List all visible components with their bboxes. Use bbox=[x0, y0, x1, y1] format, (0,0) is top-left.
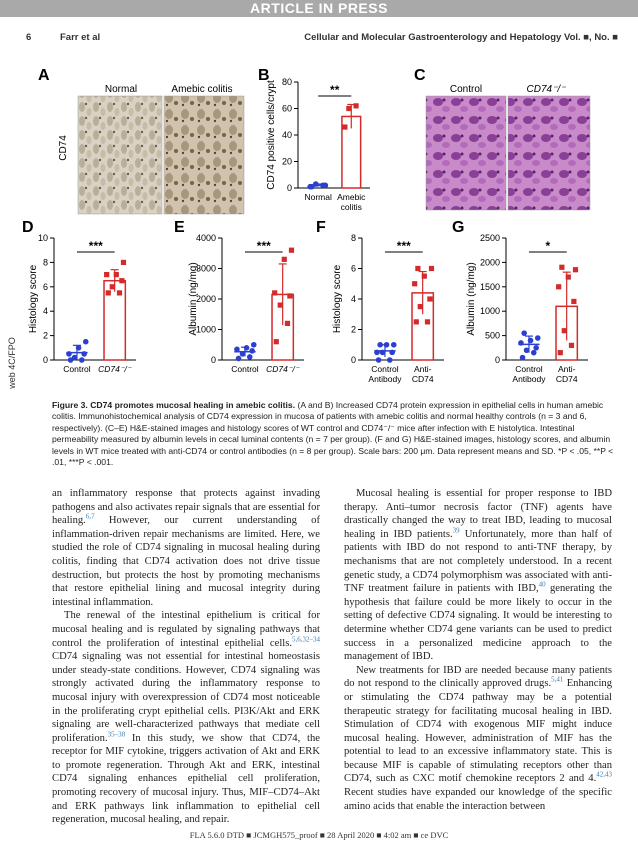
panel-f-point bbox=[376, 357, 382, 363]
panel-e-point bbox=[285, 321, 290, 326]
figure-3 bbox=[22, 60, 616, 395]
panel-e-ytick-label: 0 bbox=[210, 355, 216, 365]
panel-g-point bbox=[521, 330, 527, 336]
panel-b-letter: B bbox=[258, 67, 270, 84]
panel-e-point bbox=[234, 347, 240, 353]
panel-f-ylabel: Histology score bbox=[332, 264, 343, 334]
panel-d-ytick-label: 0 bbox=[42, 355, 48, 365]
rp2-ref2[interactable]: 42,43 bbox=[596, 770, 612, 779]
he-cd74ko-image bbox=[508, 96, 590, 210]
panel-f-point bbox=[415, 266, 420, 271]
panel-f-point bbox=[429, 266, 434, 271]
lp2-text: The renewal of the intestinal epithelium is critical for mucosal healing and is regulated by signaling pathways that control the proliferation of intestinal epithelial cells. bbox=[52, 610, 320, 649]
caption-body: (A and B) Increased CD74 protein expression in epithelial cells in human amebic colitis. Immunohistochemical analysis of CD74 expression in mucosa of patients with amebic colitis and normal healthy controls (n = 3 and 6, respectively). (C–E) H&E-stained images and histology scores of WT control and CD74⁻/⁻ mice after infection with E histolytica. Intestinal permeability measured by albumin levels in cecal luminal contents (n = 7 per group). (F and G) H&E-stained images, histology scores, and albumin levels in WT mice treated with anti-CD74 or control antibodies (n = 8 per group). Scale bars: 200 μm. Data represent means and SD. *P < .05, **P < .01, ***P < .001. bbox=[52, 400, 614, 468]
panel-g-category-label: Control bbox=[515, 364, 543, 374]
panel-d-point bbox=[81, 351, 87, 357]
panel-g-point bbox=[558, 350, 563, 355]
panel-g-point bbox=[518, 340, 524, 346]
panel-g-category-label: Anti- bbox=[557, 364, 576, 374]
panel-a-side-label: CD74 bbox=[58, 135, 69, 161]
panel-b-point bbox=[307, 184, 313, 190]
panel-f-sig-label: *** bbox=[396, 239, 411, 253]
panel-e-point bbox=[272, 290, 277, 295]
panel-g-point bbox=[566, 274, 571, 279]
side-note-text: web 4C/FPO bbox=[7, 337, 17, 389]
panel-a-title-normal: Normal bbox=[104, 84, 138, 95]
panel-g-point bbox=[556, 284, 561, 289]
panel-e-point bbox=[282, 257, 287, 262]
panel-b-ylabel: CD74 positive cells/crypt bbox=[266, 80, 277, 190]
panel-d-point bbox=[104, 272, 109, 277]
panel-d-ytick-label: 10 bbox=[37, 233, 48, 243]
proof-footer: FLA 5.6.0 DTD ■ JCMGH575_proof ■ 28 April 2020 ■ 4:02 am ■ ce DVC bbox=[189, 830, 449, 840]
panel-f-point bbox=[391, 342, 397, 348]
panel-b-ytick-label: 20 bbox=[281, 156, 292, 167]
panel-f-ytick-label: 8 bbox=[350, 233, 356, 243]
panel-e-ylabel: Albumin (ng/mg) bbox=[188, 262, 199, 336]
panel-b-ytick-label: 80 bbox=[281, 77, 292, 87]
panel-f-point bbox=[418, 304, 423, 309]
panel-b-category-label: Amebic bbox=[337, 192, 366, 202]
ihc-normal-image bbox=[78, 96, 162, 214]
panel-c-title-cd74ko: CD74⁻/⁻ bbox=[526, 84, 566, 95]
panel-d-point bbox=[106, 290, 111, 295]
panel-e-point bbox=[244, 345, 250, 351]
rp1-ref2[interactable]: 40 bbox=[538, 580, 546, 589]
panel-e-point bbox=[289, 248, 294, 253]
panel-g-category-label: CD74 bbox=[555, 374, 578, 384]
panel-g-category-label: Antibody bbox=[512, 374, 546, 384]
panel-d-ytick-label: 6 bbox=[42, 281, 48, 292]
rp2-ref[interactable]: 5,41 bbox=[551, 675, 564, 684]
panel-d-point bbox=[117, 290, 122, 295]
lp2-ref2[interactable]: 35–38 bbox=[107, 730, 126, 739]
panel-g-point bbox=[571, 299, 576, 304]
panel-g-point bbox=[562, 328, 567, 333]
panel-d-sig-label: *** bbox=[88, 239, 103, 253]
panel-f-category-label: CD74 bbox=[411, 374, 434, 384]
lp2-rest2: In this study, we show that CD74, the receptor for MIF cytokine, triggers activation of Akt and ERK to promote regeneration. Through Akt and ERK, intestinal CD74 signaling enhances epithelial cell proliferation, promoting recovery of mucosal injury. Thus, MIF–CD74–Akt and ERK pathways link inflammation to epithelial cell regeneration, mucosal healing, and repair. bbox=[52, 732, 320, 826]
panel-d-point bbox=[83, 339, 89, 345]
panel-e-point bbox=[249, 348, 255, 354]
panel-d-point bbox=[66, 351, 72, 357]
rp2-text: New treatments for IBD are needed because many patients do not respond to the clinically approved drugs. bbox=[344, 664, 612, 690]
panel-c-letter: C bbox=[414, 67, 426, 84]
panel-g-sig-label: * bbox=[545, 239, 551, 253]
panel-e-ytick-label: 4000 bbox=[195, 233, 216, 243]
panel-e-point bbox=[236, 356, 242, 362]
panel-b-point bbox=[342, 124, 347, 129]
panel-f-point bbox=[380, 350, 386, 356]
panel-d-point bbox=[72, 355, 78, 361]
panel-f-category-label: Control bbox=[371, 364, 399, 374]
lp1-text: an inflammatory response that protects against invading pathogens and also activates repair signals that are essential for healing. bbox=[52, 488, 320, 527]
panel-g-point bbox=[524, 347, 530, 353]
he-control-image bbox=[426, 96, 506, 210]
rp2-rest2: Recent studies have expanded our knowledge of the specific amino acids that enable the interaction between bbox=[344, 787, 612, 812]
left-paragraph-2 bbox=[52, 609, 320, 827]
panel-f-point bbox=[414, 319, 419, 324]
panel-f-point bbox=[412, 281, 417, 286]
panel-b-point bbox=[323, 183, 329, 189]
panel-e-point bbox=[251, 342, 257, 348]
caption-label: Figure 3. bbox=[52, 400, 88, 410]
panel-d-point bbox=[76, 345, 82, 351]
left-paragraph-1 bbox=[52, 487, 320, 609]
panel-f-ytick-label: 6 bbox=[350, 263, 356, 274]
panel-e-point bbox=[278, 303, 283, 308]
panel-e-point bbox=[247, 354, 253, 360]
panel-g-point bbox=[520, 355, 526, 361]
panel-d-point bbox=[114, 272, 119, 277]
panel-e-category-label: CD74⁻/⁻ bbox=[266, 364, 300, 374]
panel-f-point bbox=[387, 357, 393, 363]
side-note bbox=[6, 330, 18, 400]
panel-b-ytick-label: 40 bbox=[281, 130, 292, 140]
panel-d-ytick-label: 4 bbox=[42, 306, 48, 317]
lp2-rest: CD74 signaling was not essential for intestinal homeostasis under steady-state conditions. However, CD74 signaling was strongly activated during the inflammatory response to mucosal injury with overexpression of CD74 most noticeable in the proliferating crypt epithelial cells. PI3K/Akt and ERK signaling are well-characterized pathways that mediate cell proliferation. bbox=[52, 651, 320, 744]
panel-e-ytick-label: 1000 bbox=[195, 324, 216, 335]
panel-g-point bbox=[569, 343, 574, 348]
panel-g-ytick-label: 1500 bbox=[479, 281, 500, 292]
right-column bbox=[344, 487, 612, 813]
panel-g-ytick-label: 2500 bbox=[479, 233, 500, 243]
article-in-press-banner: ARTICLE IN PRESS bbox=[0, 0, 638, 17]
panel-f-point bbox=[427, 296, 432, 301]
panel-f-category-label: Antibody bbox=[368, 374, 402, 384]
panel-g-ytick-label: 0 bbox=[494, 355, 500, 365]
rp1-text: Mucosal healing is essential for proper response to IBD therapy. Anti–tumor necrosis factor (TNF) agents have drastically changed the way to treat IBD, leading to mucosal healing in IBD patients. bbox=[344, 488, 612, 540]
panel-b-point bbox=[313, 181, 319, 187]
panel-e-ytick-label: 3000 bbox=[195, 263, 216, 274]
panel-f-category-label: Anti- bbox=[413, 364, 432, 374]
lp1-ref[interactable]: 6,7 bbox=[85, 512, 95, 521]
panel-d-category-label: CD74⁻/⁻ bbox=[98, 364, 132, 374]
panel-b-category-label: colitis bbox=[340, 202, 362, 212]
caption-title: CD74 promotes mucosal healing in amebic colitis. bbox=[90, 400, 296, 410]
panel-f-point bbox=[374, 350, 380, 356]
panel-b-sig-label: ** bbox=[330, 83, 340, 97]
lp2-ref[interactable]: 5,6,32–34 bbox=[292, 635, 320, 643]
panel-f-ytick-label: 2 bbox=[350, 324, 356, 335]
panel-e-point bbox=[274, 339, 279, 344]
panel-d-ytick-label: 8 bbox=[42, 257, 48, 268]
panel-a-letter: A bbox=[38, 67, 50, 84]
panel-d-point bbox=[110, 284, 115, 289]
panel-d-point bbox=[119, 278, 124, 283]
lp1-rest: However, our current understanding of inflammation-driven repair mechanisms are limited. Here, we studied the role of CD74 signaling in mucosal healing during colitis, finding that CD74 activation does not drive tissue destruction, but protects the host by promoting mechanisms that restore epithelial lining and mucosal integrity during intestinal inflammation. bbox=[52, 515, 320, 608]
page-number: 6 bbox=[26, 32, 32, 43]
panel-g-ytick-label: 500 bbox=[484, 330, 500, 341]
panel-b-ytick-label: 0 bbox=[286, 183, 292, 193]
panel-g-ytick-label: 2000 bbox=[479, 257, 500, 268]
panel-g-point bbox=[531, 350, 537, 356]
panel-d-category-label: Control bbox=[63, 364, 91, 374]
panel-f-ytick-label: 0 bbox=[350, 355, 356, 365]
panel-f-point bbox=[425, 319, 430, 324]
panel-b-point bbox=[353, 103, 358, 108]
panel-a-title-amebic: Amebic colitis bbox=[171, 84, 233, 95]
panel-f-point bbox=[389, 350, 395, 356]
panel-b-category-label: Normal bbox=[304, 192, 332, 202]
rp1-ref[interactable]: 39 bbox=[452, 526, 460, 535]
panel-d-ytick-label: 2 bbox=[42, 330, 48, 341]
panel-g-point bbox=[533, 345, 539, 351]
running-authors: Farr et al bbox=[60, 32, 101, 43]
panel-g-ylabel: Albumin (ng/mg) bbox=[466, 262, 477, 336]
panel-e-sig-label: *** bbox=[256, 239, 271, 253]
panel-d-ylabel: Histology score bbox=[28, 264, 39, 334]
panel-c-title-control: Control bbox=[449, 84, 483, 95]
running-head bbox=[26, 32, 618, 46]
panel-g-point bbox=[559, 265, 564, 270]
panel-e-point bbox=[240, 351, 246, 357]
panel-e-letter: E bbox=[174, 219, 185, 236]
panel-g-point bbox=[528, 338, 534, 344]
panel-d-point bbox=[121, 260, 126, 265]
panel-e-ytick-label: 2000 bbox=[195, 294, 216, 304]
panel-g-letter: G bbox=[452, 219, 465, 236]
panel-f-ytick-label: 4 bbox=[350, 294, 356, 304]
panel-e-point bbox=[287, 293, 292, 298]
panel-g-point bbox=[535, 335, 541, 341]
panel-d-point bbox=[79, 357, 85, 363]
figure-caption bbox=[52, 400, 614, 468]
right-paragraph-2 bbox=[344, 664, 612, 814]
panel-b-point bbox=[346, 106, 351, 111]
panel-f-point bbox=[377, 342, 383, 348]
panel-d-letter: D bbox=[22, 219, 34, 236]
panel-f-point bbox=[422, 274, 427, 279]
rp2-rest: Enhancing or stimulating the CD74 pathway may be a potential therapeutic strategy for facilitating mucosal healing in IBD. Stimulation of CD74 with exogenous MIF might induce mucosal healing. However, administration of MIF has the potential to lead to an excessive inflammatory state. This is because MIF is capable of stimulating receptors other than CD74, such as CXC motif chemokine receptors 2 and 4. bbox=[344, 678, 612, 785]
rp1-rest: Unfortunately, more than half of patients with IBD do not respond to anti-TNF therapy, by mechanisms that are not completely understood. In a recent genetic study, a CD74 polymorphism was associated with anti-TNF treatment failure in patients with IBD, bbox=[344, 528, 612, 595]
panel-g-ytick-label: 1000 bbox=[479, 306, 500, 317]
right-paragraph-1 bbox=[344, 487, 612, 664]
rp1-rest2: generating the hypothesis that failure could be more likely to occur in the setting of defective CD74 signaling. It would be interesting to determine whether CD74 gene variants can be used to predict success in a personalized medicine approach to the management of IBD. bbox=[344, 583, 612, 663]
running-journal: Cellular and Molecular Gastroenterology and Hepatology Vol. ■, No. ■ bbox=[304, 32, 618, 43]
panel-f-point bbox=[384, 342, 390, 348]
ihc-amebic-image bbox=[164, 96, 244, 214]
panel-e-category-label: Control bbox=[231, 364, 259, 374]
panel-g-point bbox=[573, 267, 578, 272]
left-column bbox=[52, 487, 320, 827]
panel-f-letter: F bbox=[316, 219, 326, 236]
panel-b-ytick-label: 60 bbox=[281, 103, 292, 114]
